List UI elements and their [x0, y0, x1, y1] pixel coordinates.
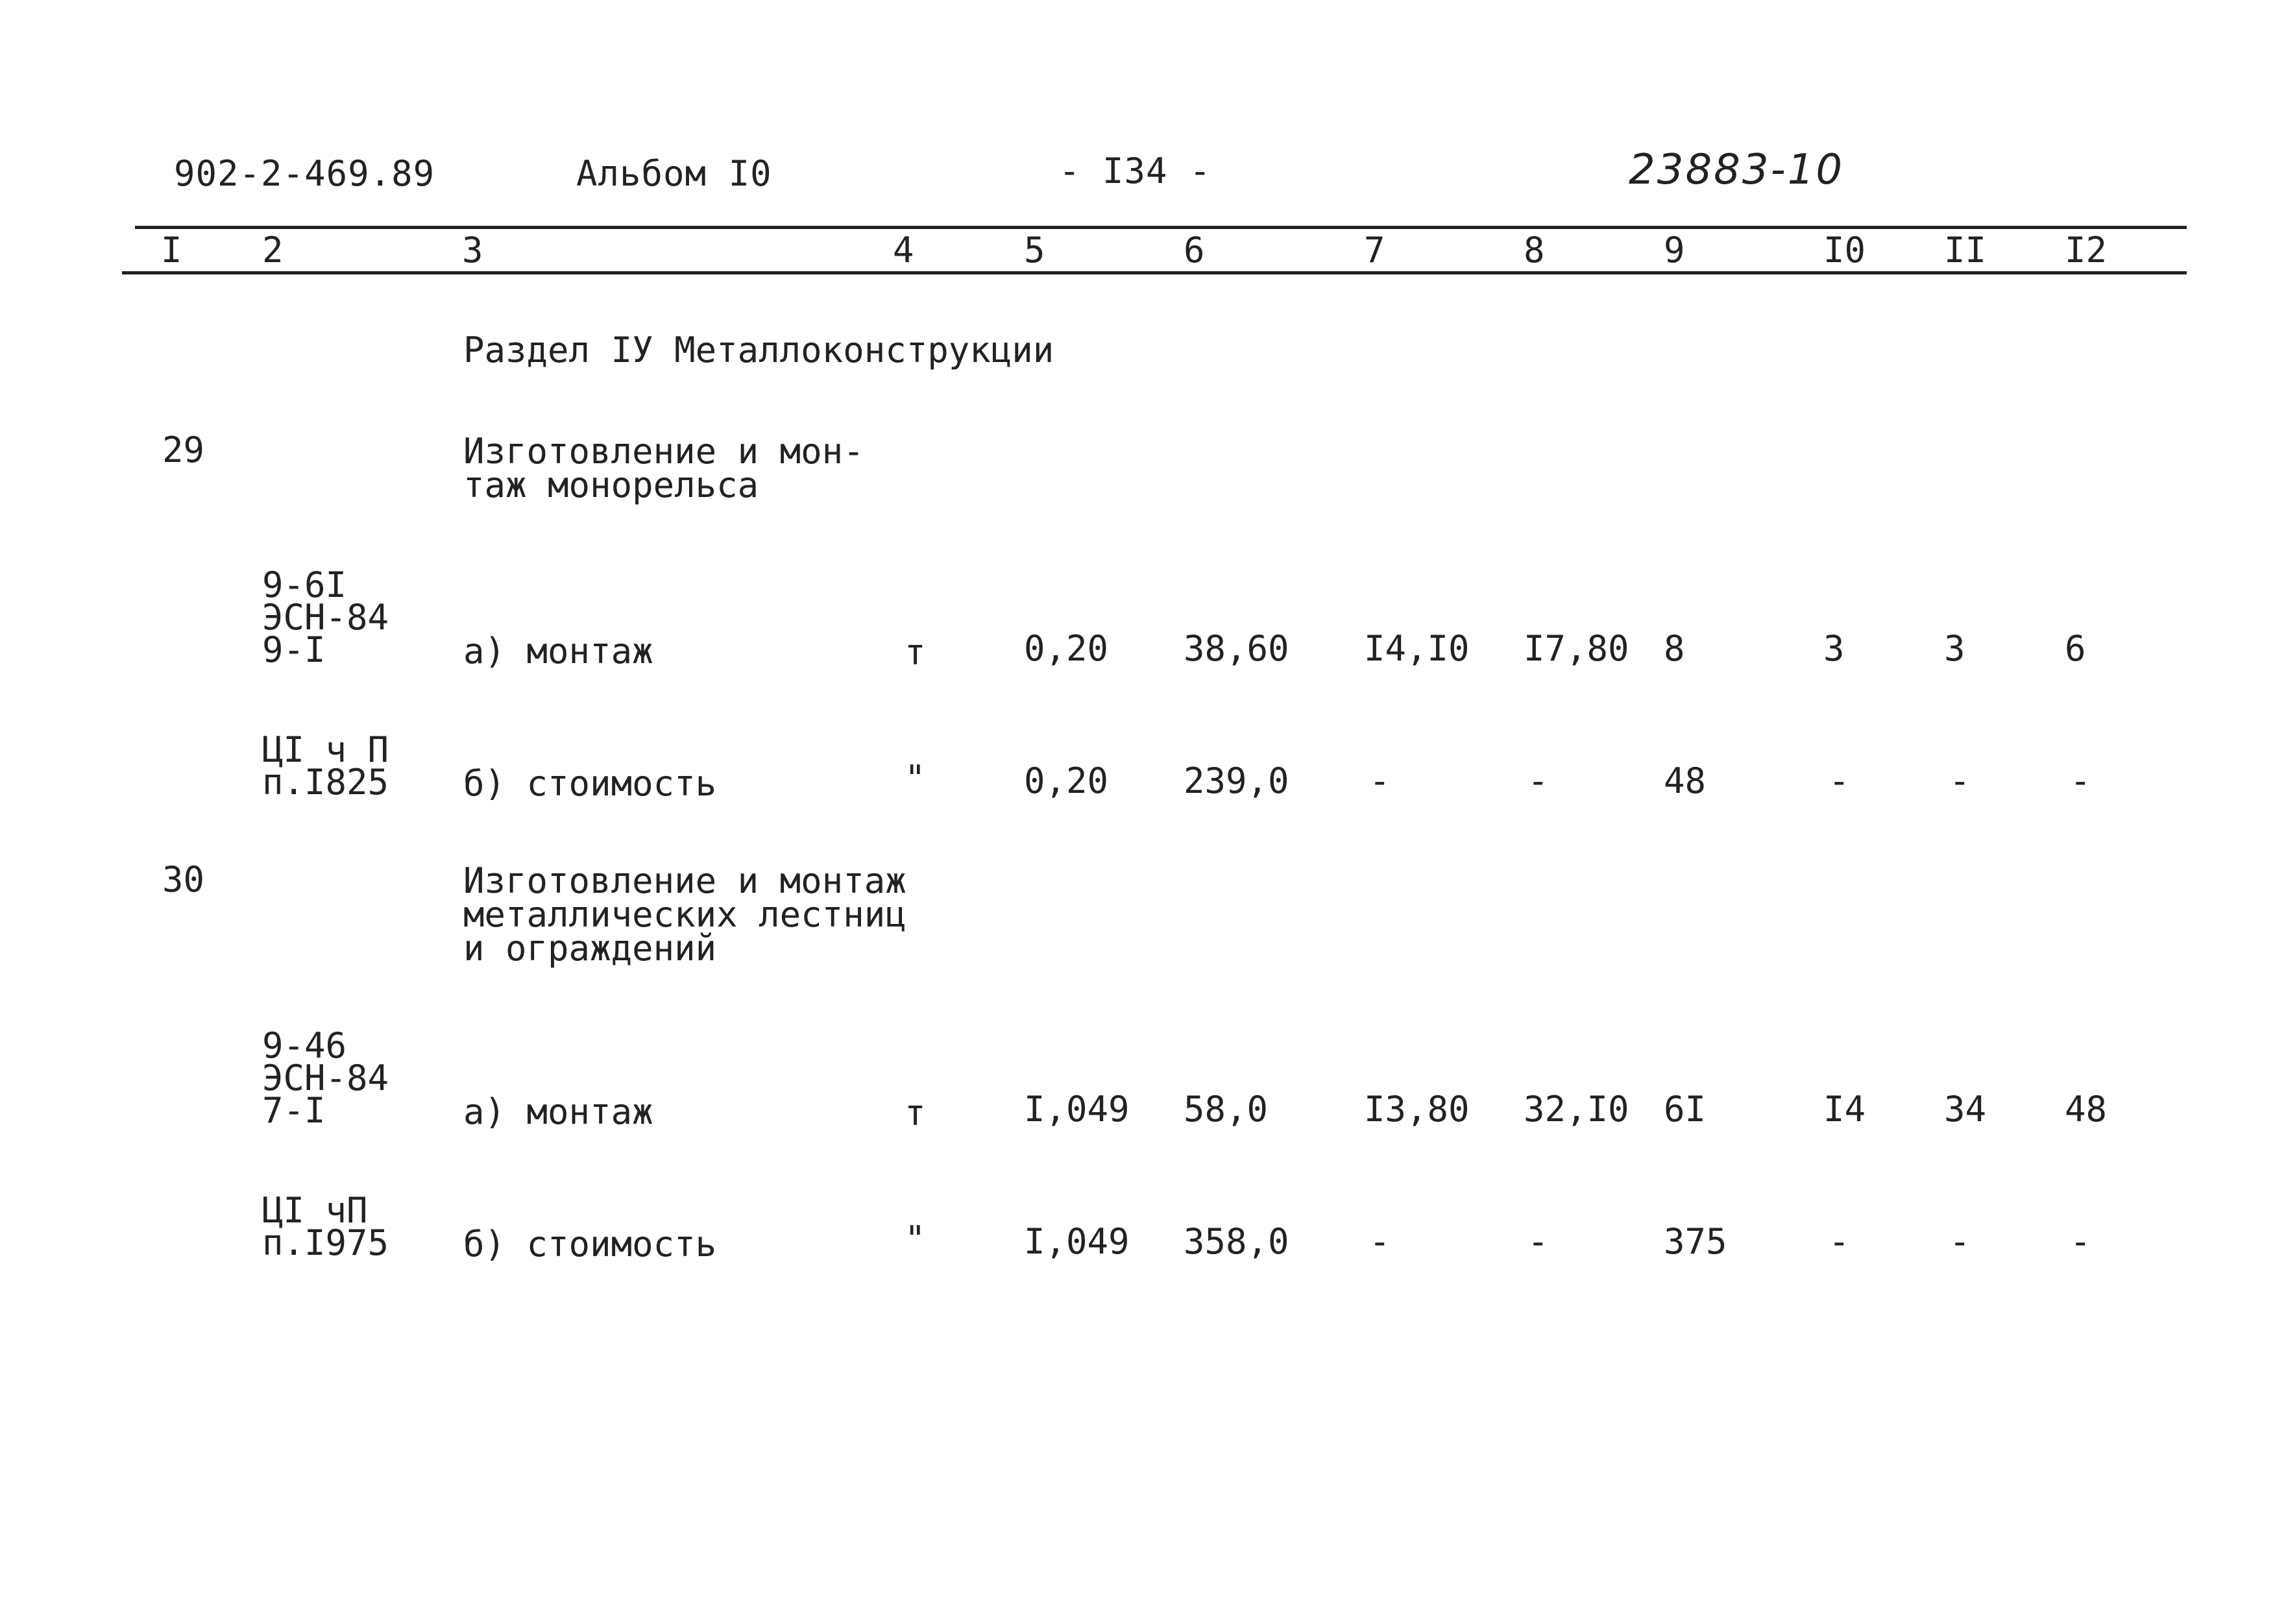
cell-col12: -	[2070, 760, 2091, 801]
item-title-line: металлических лестниц	[463, 894, 906, 935]
header-bottom-rule	[122, 271, 2187, 274]
cell-col6: 38,60	[1184, 628, 1289, 669]
cell-col8: 32,I0	[1524, 1089, 1629, 1130]
cell-col8: I7,80	[1524, 628, 1629, 669]
cell-col8: -	[1527, 760, 1549, 801]
header-top-rule	[135, 226, 2187, 229]
item-title-line: Изготовление и монтаж	[463, 860, 906, 901]
cell-col11: 34	[1944, 1089, 1987, 1130]
page-number: - I34 -	[1059, 151, 1211, 191]
project-code: 902-2-469.89	[174, 153, 435, 194]
cell-col7: -	[1369, 1221, 1391, 1262]
cell-col8: -	[1527, 1221, 1549, 1262]
column-header-1: I	[161, 230, 182, 271]
cell-col7: -	[1369, 760, 1391, 801]
cell-col12: 6	[2065, 628, 2086, 669]
cell-col5: 0,20	[1024, 628, 1109, 669]
norm-reference-line: ЭСН-84	[262, 1058, 389, 1098]
column-header-6: 6	[1184, 230, 1205, 271]
cell-col10: I4	[1823, 1089, 1866, 1130]
column-header-10: I0	[1823, 230, 1866, 271]
column-header-4: 4	[893, 230, 914, 271]
row-description: а) монтаж	[463, 1091, 653, 1132]
cell-col9: 6I	[1664, 1089, 1707, 1130]
cell-col9: 8	[1664, 628, 1685, 669]
norm-reference-line: п.I825	[262, 762, 389, 803]
norm-reference-line: ЦI чП	[262, 1190, 368, 1231]
cell-col5: 0,20	[1024, 760, 1109, 801]
cell-col12: -	[2070, 1221, 2091, 1262]
cell-col7: I4,I0	[1364, 628, 1470, 669]
cell-col5: I,049	[1024, 1089, 1130, 1130]
norm-reference-line: ЦI ч П	[262, 729, 389, 770]
item-title-line: таж монорельса	[463, 465, 759, 505]
document-number: 23883-10	[1629, 146, 1845, 194]
row-unit: т	[905, 632, 926, 673]
norm-reference-line: 9-6I	[262, 564, 347, 605]
item-title-line: Изготовление и мон-	[463, 431, 864, 472]
cell-col10: -	[1829, 760, 1850, 801]
cell-col11: -	[1949, 760, 1971, 801]
item-title-line: и ограждений	[463, 928, 717, 969]
cell-col10: -	[1829, 1221, 1850, 1262]
cell-col11: 3	[1944, 628, 1965, 669]
column-header-7: 7	[1364, 230, 1385, 271]
column-header-11: II	[1944, 230, 1987, 271]
column-header-2: 2	[262, 230, 284, 271]
row-description: б) стоимость	[463, 1224, 717, 1265]
cell-col12: 48	[2065, 1089, 2108, 1130]
cell-col11: -	[1949, 1221, 1971, 1262]
row-unit: "	[905, 758, 926, 799]
section-title: Раздел IУ Металлоконструкции	[463, 330, 1054, 370]
cell-col5: I,049	[1024, 1221, 1130, 1262]
cell-col9: 48	[1664, 760, 1707, 801]
row-unit: т	[905, 1093, 926, 1133]
norm-reference-line: 9-I	[262, 629, 326, 670]
cell-col9: 375	[1664, 1221, 1727, 1262]
item-number: 29	[162, 430, 205, 470]
row-unit: "	[905, 1218, 926, 1259]
cell-col6: 358,0	[1184, 1221, 1289, 1262]
cell-col6: 58,0	[1184, 1089, 1269, 1130]
column-header-8: 8	[1524, 230, 1545, 271]
cell-col6: 239,0	[1184, 760, 1289, 801]
norm-reference-line: 9-46	[262, 1025, 347, 1066]
album-label: Альбом I0	[576, 153, 772, 194]
norm-reference-line: ЭСН-84	[262, 597, 389, 638]
row-description: б) стоимость	[463, 763, 717, 804]
norm-reference-line: п.I975	[262, 1222, 389, 1263]
column-header-9: 9	[1664, 230, 1685, 271]
column-header-3: 3	[462, 230, 483, 271]
row-description: а) монтаж	[463, 631, 653, 672]
cell-col7: I3,80	[1364, 1089, 1470, 1130]
norm-reference-line: 7-I	[262, 1090, 326, 1131]
item-number: 30	[162, 859, 205, 900]
column-header-12: I2	[2065, 230, 2108, 271]
cell-col10: 3	[1823, 628, 1845, 669]
column-header-5: 5	[1024, 230, 1045, 271]
